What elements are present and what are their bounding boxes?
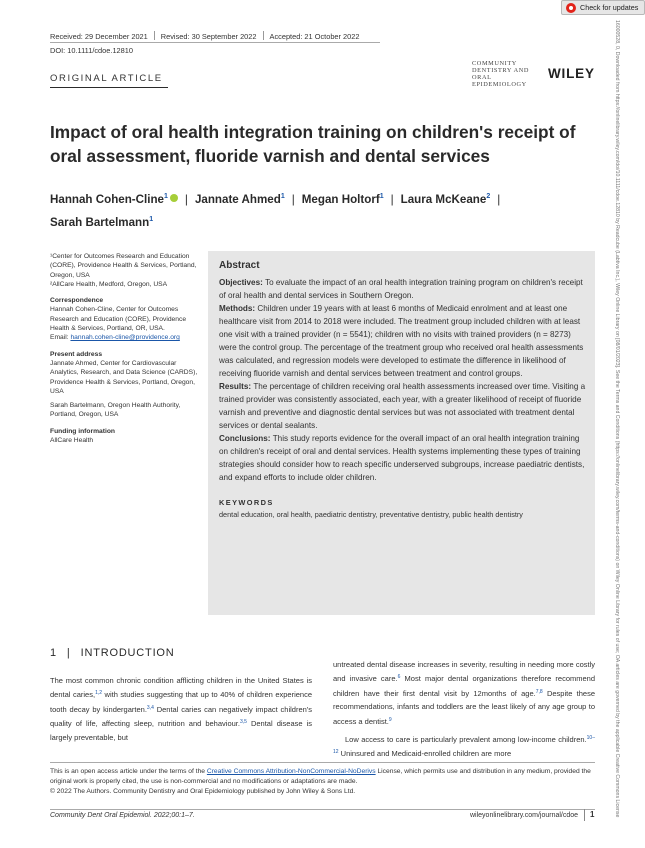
section-heading: 1 | INTRODUCTION: [50, 647, 175, 659]
license-notice: [50, 767, 595, 797]
journal-citation: Community Dent Oral Epidemiol. 2022;00:1–7.: [50, 812, 195, 819]
affiliation-marker[interactable]: 1: [149, 216, 154, 223]
check-for-updates-button[interactable]: [561, 0, 645, 15]
body-paragraph: [333, 732, 595, 761]
article-type-rule: [50, 87, 168, 88]
received-date: Received: 29 December 2021: [50, 32, 148, 41]
funding-text: AllCare Health: [50, 437, 94, 445]
body-column-right: [333, 658, 595, 761]
body-text: The most common chronic condition afflicting children in the United States is dental caries,: [50, 676, 312, 700]
citation-link[interactable]: 3,4: [146, 704, 154, 711]
download-notice: 16000528, 0, Downloaded from https://onlinelibrary.wiley.com/doi/10.1111/cdoe.12810 by Readcube (Labtiva Inc.), Wiley Online Library on [08/01/2023]. See the Terms and Conditions (https://onlinelibrary.wiley.com/terms-and-conditions) on Wiley Online Library for rules of use; OA articles are governed by the applicable Creative Commons License: [614, 20, 620, 818]
funding-heading: Funding information: [50, 427, 116, 435]
affiliation-marker[interactable]: 1: [164, 193, 168, 200]
journal-logo-line: DENTISTRY AND: [472, 67, 530, 74]
license-text: This is an open access article under the terms of the: [50, 768, 207, 775]
citation-link[interactable]: 10–12: [333, 735, 595, 756]
article-type: ORIGINAL ARTICLE: [50, 73, 163, 84]
body-text: with studies suggesting that up to 40% of children experience tooth decay by kindergarten.: [50, 690, 313, 714]
email-link[interactable]: hannah.cohen-cline@providence.org: [70, 334, 180, 342]
objectives-label: Objectives:: [219, 278, 266, 287]
article-dates: [50, 31, 360, 41]
journal-logo-line: ORAL EPIDEMIOLOGY: [472, 74, 527, 88]
author-name[interactable]: Megan Holtorf: [301, 193, 380, 206]
accepted-date: Accepted: 21 October 2022: [269, 32, 360, 41]
license-text: License, which permits use and distribution in any medium, provided the original work is properly cited, the use is non-commercial and no modifications or adaptations are made.: [50, 768, 591, 785]
orcid-icon[interactable]: [170, 194, 178, 202]
correspondence-heading: Correspondence: [50, 297, 104, 305]
affiliation-marker[interactable]: 1: [379, 193, 384, 200]
page-number: 1: [590, 810, 595, 819]
abstract-methods: [219, 302, 587, 380]
citation-link[interactable]: 7,8: [535, 688, 543, 695]
header-divider: [50, 42, 380, 43]
body-text: Despite these recommendations, infants and toddlers are the least likely of any age group to access a dentist.: [333, 688, 595, 726]
affiliation-1: ¹Center for Outcomes Research and Education (CORE), Providence Health & Services, Portland, Oregon, USA: [50, 253, 197, 279]
footer-divider: [50, 809, 595, 810]
doi[interactable]: DOI: 10.1111/cdoe.12810: [50, 46, 133, 55]
copyright-text: © 2022 The Authors. Community Dentistry and Oral Epidemiology published by John Wiley & Sons Ltd.: [50, 788, 356, 795]
abstract-conclusions: [219, 432, 587, 484]
article-title: Impact of oral health integration training on children's receipt of oral assessment, fluoride varnish and dental services: [50, 122, 576, 166]
email-label: Email:: [50, 334, 71, 342]
keywords-list: dental education, oral health, paediatric dentistry, preventative dentistry, public health dentistry: [219, 510, 523, 519]
present-address-heading: Present address: [50, 350, 103, 358]
citation-link[interactable]: 6: [397, 674, 401, 681]
methods-label: Methods:: [219, 304, 258, 313]
sidebar-notes: [50, 252, 200, 445]
license-link[interactable]: Creative Commons Attribution-NonCommercial-NoDerivs: [206, 768, 376, 775]
abstract-box: [208, 251, 595, 615]
author-name[interactable]: Hannah Cohen-Cline: [50, 193, 165, 206]
journal-url[interactable]: wileyonlinelibrary.com/journal/cdoe: [470, 812, 579, 819]
email-line: [50, 333, 200, 342]
author-name[interactable]: Jannate Ahmed: [194, 193, 281, 206]
section-number: 1: [50, 647, 57, 659]
footer-separator: [584, 809, 585, 821]
body-text: Most major dental organizations therefore recommend children have their first dental visit by 12months of age.: [333, 674, 596, 698]
affiliation-2: ²AllCare Health, Medford, Oregon, USA: [50, 280, 168, 288]
abstract-objectives: [219, 276, 587, 302]
body-text: Dental disease is largely preventable, but: [50, 719, 313, 742]
body-column-left: [50, 674, 312, 744]
present-address-1: Jannate Ahmed, Center for Cardiovascular Analytics, Research, and Data Science (CARDS), Providence Health & Services, Portland, Oregon, USA: [50, 359, 198, 395]
check-updates-label: Check for updates: [580, 3, 639, 12]
revised-date: Revised: 30 September 2022: [160, 32, 257, 41]
results-text: The percentage of children receiving oral health assessments increased over time. Visiting a trained provider was consistently associated, each year, with a greater likelihood of receipt of fluoride varnish and preventive and diagnostic dental services but was not associated with treatment dental services or dental sealants.: [219, 382, 586, 430]
body-text: untreated dental disease increases in severity, resulting in needing more costly and invasive care.: [333, 660, 595, 684]
correspondence-text: Hannah Cohen-Cline, Center for Outcomes Research and Education (CORE), Providence Health & Services, Portland, OR, USA.: [50, 306, 187, 333]
author-list: Hannah Cohen-Cline$^1$ | Jannate Ahmed$^1$ | Megan Holtorf$^1$ | Laura McKeane$^2$ | Sarah Bartelmann$^1$: [50, 193, 501, 229]
citation-link[interactable]: 3,5: [239, 719, 247, 726]
present-address-2: Sarah Bartelmann, Oregon Health Authority, Portland, Oregon, USA: [50, 402, 181, 419]
publisher-logo: WILEY: [548, 66, 595, 81]
results-label: Results:: [219, 382, 254, 391]
conclusions-label: Conclusions:: [219, 434, 273, 443]
section-title: INTRODUCTION: [80, 647, 175, 659]
affiliation-marker[interactable]: 1: [280, 193, 285, 200]
objectives-text: To evaluate the impact of an oral health integration training program on children's receipt of oral health and dental services in Southern Oregon.: [219, 278, 583, 300]
keywords-heading: KEYWORDS: [219, 498, 274, 507]
body-text: Low access to care is particularly prevalent among low-income children.: [345, 735, 587, 745]
journal-logo: [472, 60, 544, 86]
author-name[interactable]: Laura McKeane: [400, 193, 487, 206]
journal-logo-line: COMMUNITY: [472, 60, 517, 67]
conclusions-text: This study reports evidence for the overall impact of an oral health integration training on children's receipt of oral and dental services. Health systems implementing these types of training strategies should consider how to reach specific underserved subgroups, increase paediatric dentists, and expand efforts to include older children.: [219, 434, 585, 482]
methods-text: Children under 19 years with at least 6 months of Medicaid enrolment and at least one healthcare visit from 2014 to 2018 were included. The treatment group included children with at least one visit with a trained provider (n = 5541); children with no visits with trained providers (n = 8273) were the control group. The percentage of the treatment group who received oral health assessments was calculated, and regression models were developed to estimate the difference in likelihood of receiving fluoride varnish and dental services between treatment and control groups.: [219, 304, 584, 378]
citation-link[interactable]: 9: [388, 716, 392, 723]
abstract-heading: Abstract: [219, 260, 260, 271]
citation-link[interactable]: 1,2: [95, 690, 103, 697]
check-updates-icon: [566, 3, 576, 13]
author-name[interactable]: Sarah Bartelmann: [50, 216, 150, 229]
affiliation-marker[interactable]: 2: [486, 193, 491, 200]
download-notice-strip: [611, 20, 623, 840]
body-text: Dental caries can negatively impact children's quality of life, affecting sleep, nutrition and behaviour.: [50, 704, 312, 729]
abstract-results: [219, 380, 587, 432]
body-text: Uninsured and Medicaid-enrolled children are more: [338, 749, 512, 759]
license-divider: [50, 762, 595, 763]
